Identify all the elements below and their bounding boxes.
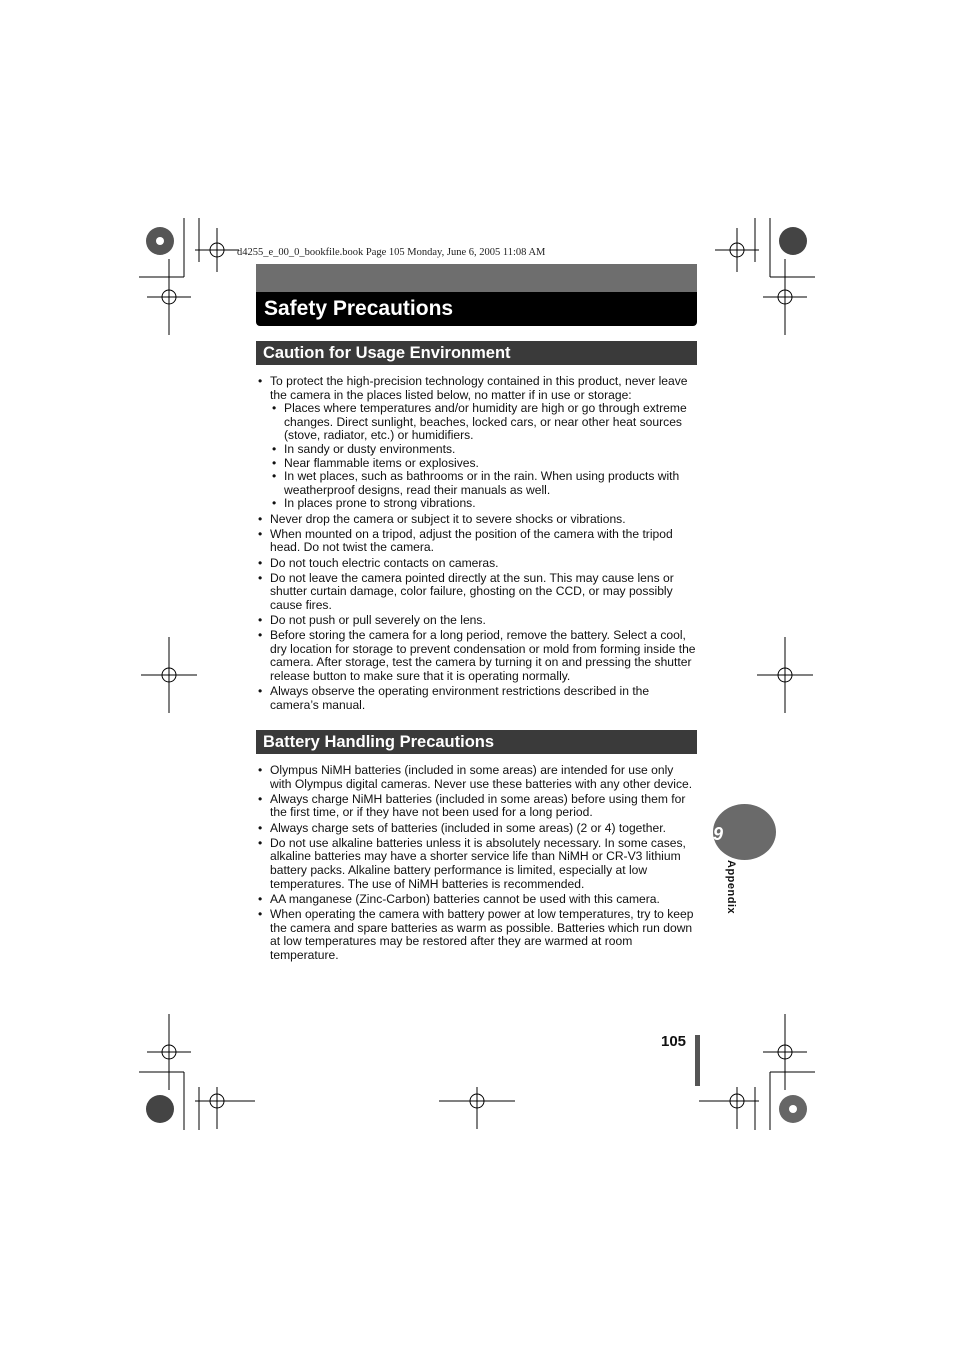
list-item: • Do not use alkaline batteries unless it is absolutely necessary. In some cases, alkaline batteries may have a shorter service life than NiMH or CR-V3 lithium battery packs. Alkaline battery performance is limited, especially at low temperatures. The use of NiMH batteries is recommended. — [256, 837, 698, 891]
title-band — [256, 264, 697, 292]
list-item: • When operating the camera with battery power at low temperatures, try to keep the camera and spare batteries as warm as possible. Batteries which run down at low temperatures may be restored after they are warmed at room temperature. — [256, 908, 698, 962]
sub-list-item: • In sandy or dusty environments. — [270, 443, 698, 457]
page-number: 105 — [661, 1033, 687, 1050]
list-item: • Always charge NiMH batteries (included in some areas) before using them for the first time, or if they have not been used for a long period. — [256, 793, 698, 820]
file-header: d4255_e_00_0_bookfile.book Page 105 Monday, June 6, 2005 11:08 AM — [237, 247, 546, 258]
list-item: • Always observe the operating environment restrictions described in the camera’s manual. — [256, 685, 698, 712]
chapter-tab — [713, 804, 776, 860]
list-item: • Do not touch electric contacts on cameras. — [256, 557, 698, 571]
section-heading-bar — [256, 341, 697, 365]
sub-list-item: • In places prone to strong vibrations. — [270, 497, 698, 511]
list-item: • Do not leave the camera pointed directly at the sun. This may cause lens or shutter curtain damage, color failure, ghosting on the CCD, or may possibly cause fires. — [256, 572, 698, 613]
section-heading-bar — [256, 730, 697, 754]
sub-list-item: • Places where temperatures and/or humidity are high or go through extreme changes. Direct sunlight, beaches, locked cars, or near other heat sources (stove, radiator, etc.) or humidifiers. — [270, 402, 698, 443]
sub-list-item: • In wet places, such as bathrooms or in the rain. When using products with weatherproof designs, read their manuals as well. — [270, 470, 698, 497]
list-item: • Never drop the camera or subject it to severe shocks or vibrations. — [256, 513, 698, 527]
list-item: • When mounted on a tripod, adjust the position of the camera with the tripod head. Do not twist the camera. — [256, 528, 698, 555]
battery-handling-list — [256, 764, 698, 964]
list-item: • Olympus NiMH batteries (included in some areas) are intended for use only with Olympus digital cameras. Never use these batteries with any other device. — [256, 764, 698, 791]
section-heading: Caution for Usage Environment — [263, 344, 511, 362]
chapter-number: 9 — [713, 824, 724, 844]
sub-list — [270, 402, 698, 511]
sub-list-item: • Near flammable items or explosives. — [270, 457, 698, 471]
list-item: • Always charge sets of batteries (included in some areas) (2 or 4) together. — [256, 822, 698, 836]
list-item: • AA manganese (Zinc-Carbon) batteries cannot be used with this camera. — [256, 893, 698, 907]
title-bar — [256, 292, 697, 326]
usage-environment-list — [256, 375, 698, 714]
chapter-label: Appendix — [725, 860, 737, 915]
section-heading: Battery Handling Precautions — [263, 733, 495, 751]
list-item: • To protect the high-precision technology contained in this product, never leave the camera in the places listed below, no matter if in use or storage: • Places where temperatures and/or humidity are high or go through extreme changes. Direct sunlight, beaches, locked cars, or near other heat sources (stove, radiator, etc.) or humidifiers. • In sandy or dusty environments. • Near flammable items or explosives. • In wet places, such as bathrooms or in the rain. When using products with weatherproof designs, read their manuals as well. • In places prone to strong vibrations. — [256, 375, 698, 511]
page-edge-bar — [695, 1035, 700, 1086]
list-item: • Before storing the camera for a long period, remove the battery. Select a cool, dry location for storage to prevent condensation or mold from forming inside the camera. After storage, test the camera by turning it on and pressing the shutter release button to make sure that it is operating normally. — [256, 629, 698, 683]
list-item: • Do not push or pull severely on the lens. — [256, 614, 698, 628]
page-title: Safety Precautions — [264, 297, 454, 320]
